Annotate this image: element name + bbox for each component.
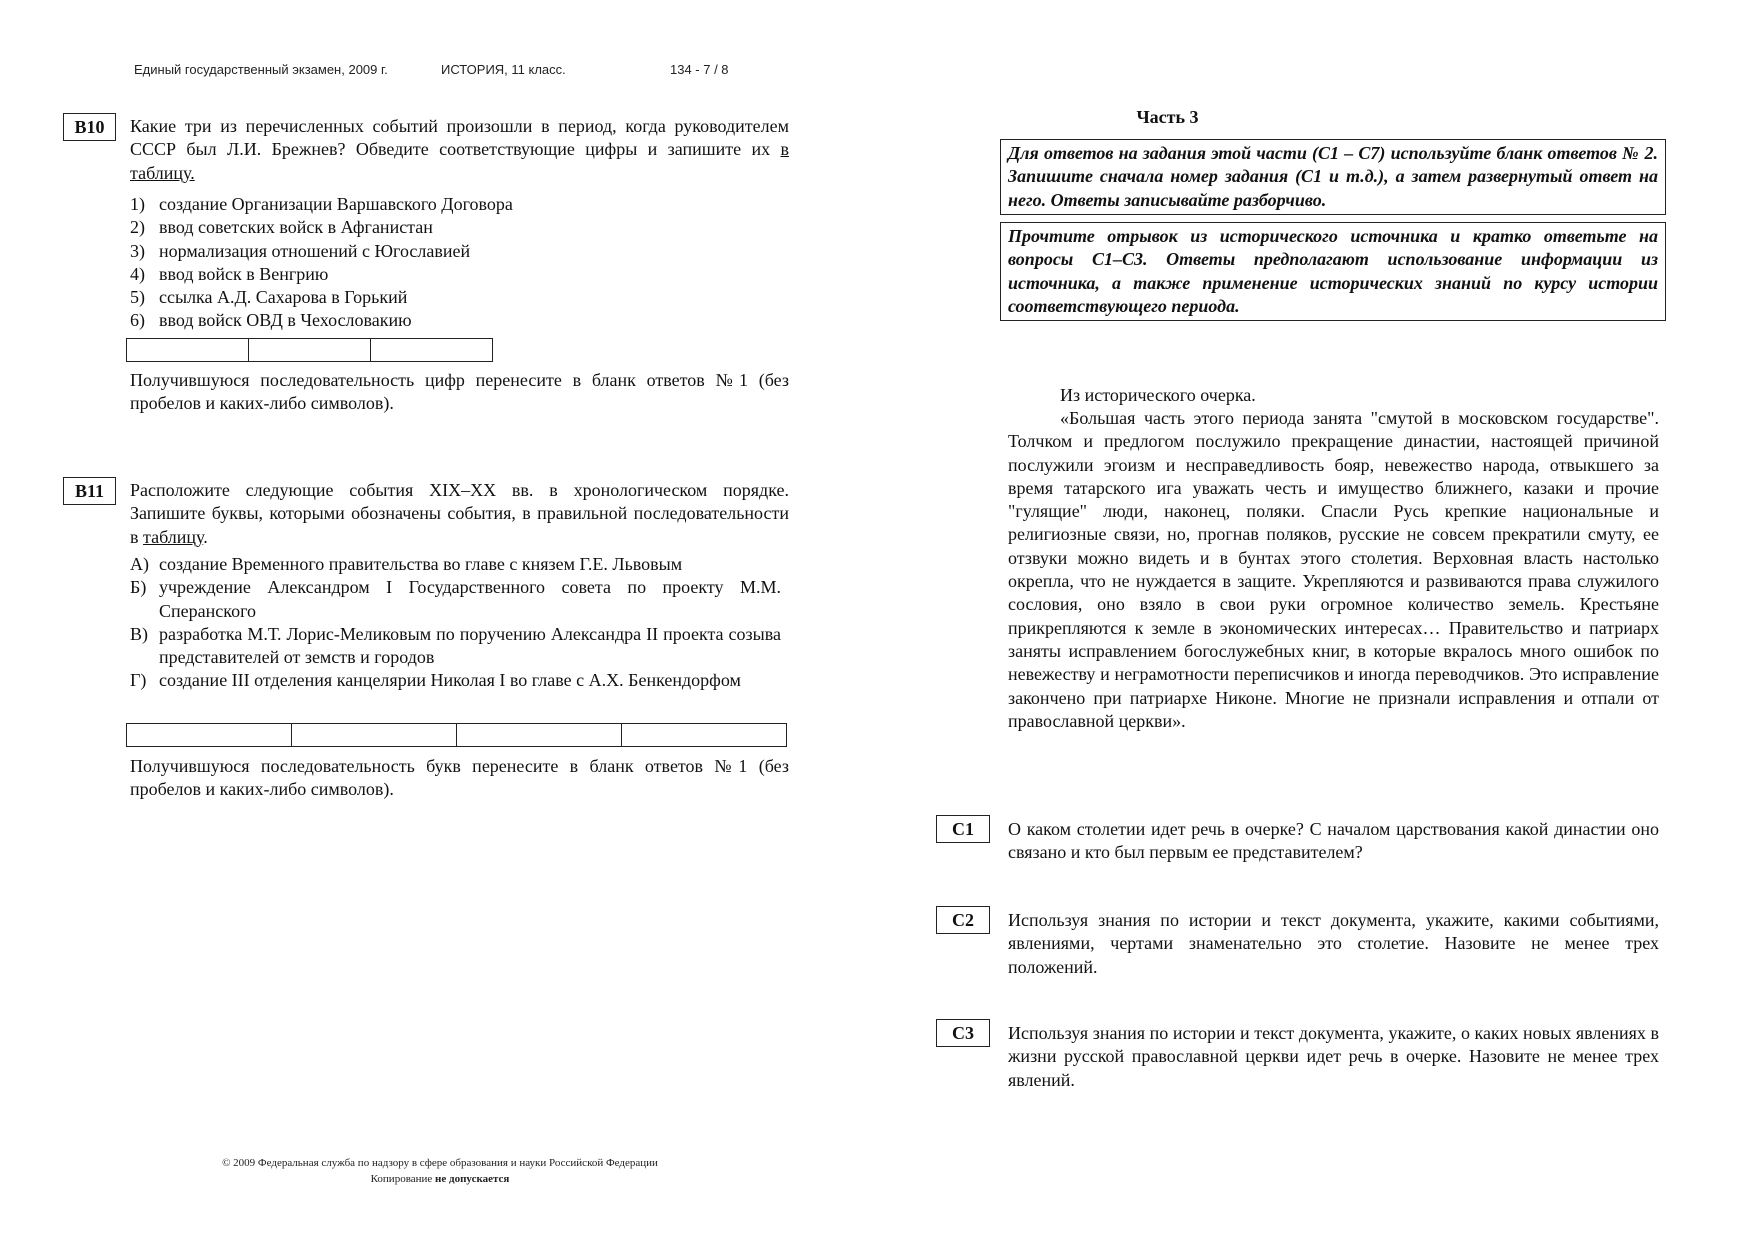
c2-question: Используя знания по истории и текст документа, укажите, какими событиями, явлениями, чертами знаменательно это столетие. Назовите не менее трех положений. [1008,910,1659,977]
b10-options [130,193,789,333]
b10-table-link: в таблицу. [130,139,789,183]
b10-transfer-note: Получившуюся последовательность цифр перенесите в бланк ответов №1 (без пробелов и каких-либо символов). [130,370,789,414]
b10-question [130,115,789,185]
copyright-line: © 2009 Федеральная служба по надзору в сфере образования и науки Российской Федерации [222,1157,658,1169]
c1-question: О каком столетии идет речь в очерке? С началом царствования какой династии оно связано и кто был первым ее представителем? [1008,819,1659,863]
task-label-b10: B10 [63,113,116,141]
source-text: «Большая часть этого периода занята "смутой в московском государстве". Толчком и предлогом послужило прекращение династии, настоящей причиной послужили эгоизм и несправедливость бояр, невежество народа, отвыкшего за время татарского ига уважать честь и имущество ближнего, казаки и прочие "гулящие" люди, наконец, поляки. Спасли Русь крепкие национальные и религиозные связи, но, прогнав поляков, русские не совсем прекратили смуту, ее отзвуки можно видеть и в бунтах этого столетия. Верховная власть настолько окрепла, что не нуждается в защите. Укрепляются и развиваются права служилого сословия, оно взяло в свои руки огромное количество земель. Крестьяне прикрепляются к земле в экономических интересах… Правительство и патриарх заняты исправлением богослужебных книг, в которые вкралось много ошибок по невежеству и неграмотности переписчиков и иногда переводчиков. Это исправление закончено при патриархе Никоне. Многие не признали исправления и отпали от православной церкви». [1008,408,1659,731]
footer [160,1155,720,1187]
list-item: 1) создание Организации Варшавского Договора [130,194,513,214]
list-item: А) создание Временного правительства во главе с князем Г.Е. Львовым [130,554,683,574]
answer-cell[interactable] [249,339,371,361]
part3-title: Часть 3 [1136,107,1199,127]
answer-cell[interactable] [622,724,786,746]
answer-cell[interactable] [371,339,492,361]
task-label-c2: C2 [936,906,990,934]
page-number: 134 - 7 / 8 [670,62,729,77]
b11-table-link: таблицу [143,526,204,547]
answer-cell[interactable] [127,339,249,361]
task-label-c3: C3 [936,1019,990,1047]
subject-title: ИСТОРИЯ, 11 класс. [441,62,566,77]
source-title: Из исторического очерка. [1060,385,1256,405]
answer-cell[interactable] [292,724,457,746]
b10-question-text: Какие три из перечисленных событий произошли в период, когда руководителем СССР был Л.И. Брежнев? Обведите соответствующие цифры и запишите их [130,116,789,160]
list-item: В) разработка М.Т. Лорис-Меликовым по поручению Александра II проекта созыва представителей от земств и городов [130,623,781,668]
list-item: Г) создание III отделения канцелярии Николая I во главе с А.Х. Бенкендорфом [130,670,741,691]
b11-question-text: Расположите следующие события XIX–XX вв. в хронологическом порядке. Запишите буквы, которыми обозначены события, в правильной последовательности в [130,480,789,547]
part3-instruction: Для ответов на задания этой части (С1 – С7) используйте бланк ответов № 2. Запишите сначала номер задания (С1 и т.д.), а затем развернутый ответ на него. Ответы записывайте разборчиво. [1000,139,1666,215]
exam-title: Единый государственный экзамен, 2009 г. [134,62,388,77]
list-item: 4) ввод войск в Венгрию [130,263,329,284]
b11-question: Расположите следующие события XIX–XX вв. в хронологическом порядке. Запишите буквы, которыми обозначены события, в правильной последовательности в таблицу. [130,480,789,547]
list-item: 6) ввод войск ОВД в Чехословакию [130,310,412,331]
list-item: Б) учреждение Александром I Государственного совета по проекту М.М. Сперанского [130,577,781,621]
b11-answer-table[interactable] [126,723,787,747]
list-item: 3) нормализация отношений с Югославией [130,240,471,261]
answer-cell[interactable] [127,724,292,746]
b11-options [130,553,781,693]
task-label-c1: C1 [936,815,990,843]
c3-question: Используя знания по истории и текст документа, укажите, о каких новых явлениях в жизни русской православной церкви идет речь в очерке. Назовите не менее трех явлений. [1008,1023,1659,1090]
answer-cell[interactable] [457,724,622,746]
list-item: 2) ввод советских войск в Афганистан [130,217,433,238]
task-label-b11: B11 [63,477,116,505]
b11-transfer-note: Получившуюся последовательность букв перенесите в бланк ответов №1 (без пробелов и каких-либо символов). [130,756,789,800]
copy-notice: Копирование не допускается [370,1173,510,1185]
b10-answer-table[interactable] [126,338,493,362]
list-item: 5) ссылка А.Д. Сахарова в Горький [130,287,408,308]
task-instruction: Прочтите отрывок из исторического источника и кратко ответьте на вопросы С1–С3. Ответы предполагают использование информации из источника, а также применение исторических знаний по курсу истории соответствующего периода. [1000,222,1666,321]
